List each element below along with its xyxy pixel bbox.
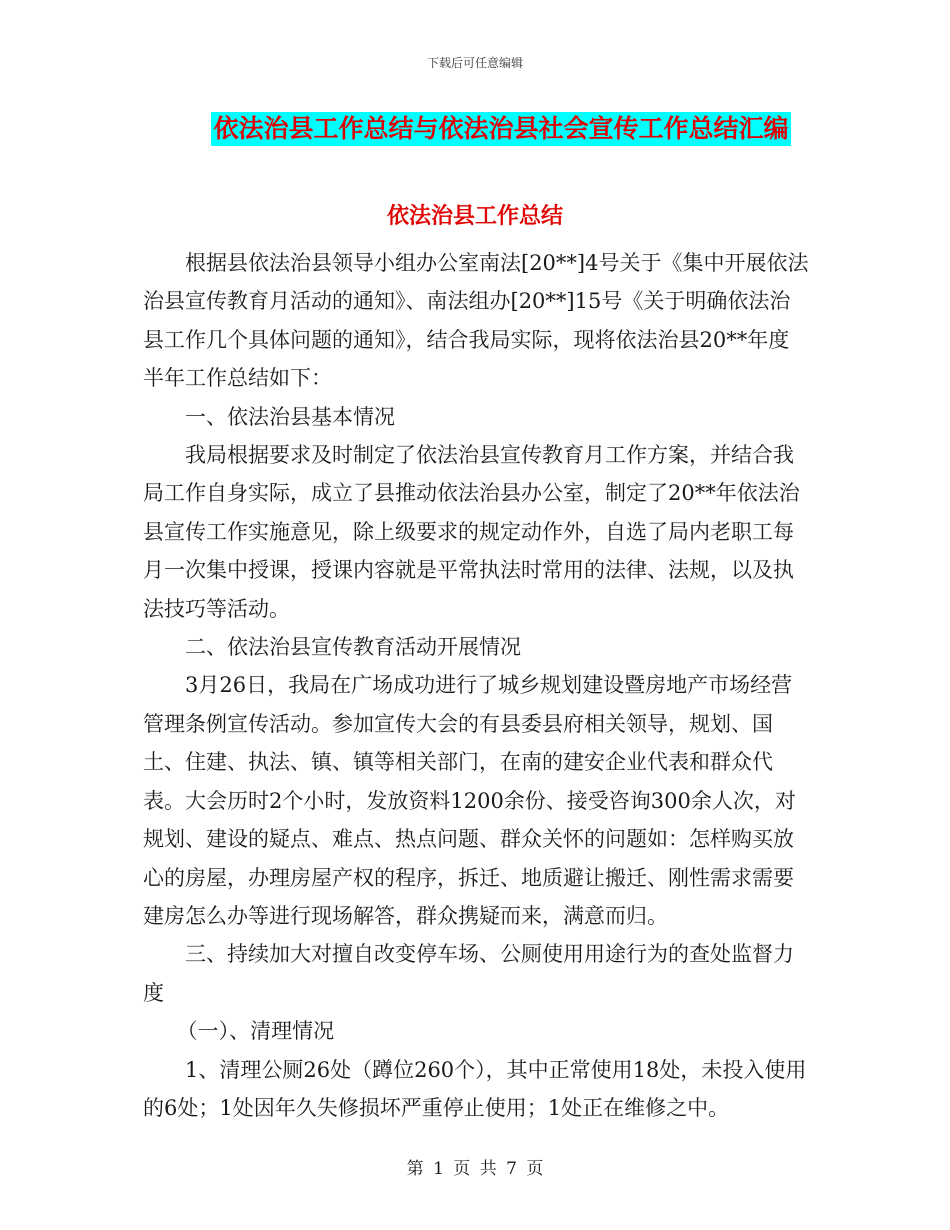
page-footer: 第 1 页 共 7 页 — [406, 1159, 544, 1179]
paragraph-education-activities: 3月26日，我局在广场成功进行了城乡规划建设暨房地产市场经营管理条例宣传活动。参加宣传大会的有县委县府相关领导，规划、国土、住建、执法、镇、镇等相关部门，在南的建安企业代表和群众代表。大会历时2个小时，发放资料1200余份、接受咨询300余人次，对规划、建设的疑点、难点、热点问题、群众关怀的问题如：怎样购买放心的房屋，办理房屋产权的程序，拆迁、地质避让搬迁、刚性需求需要建房怎么办等进行现场解答，群众携疑而来，满意而归。 — [143, 673, 796, 928]
heading-education-activities: 二、依法治县宣传教育活动开展情况 — [185, 635, 521, 660]
paragraph-basic-situation: 我局根据要求及时制定了依法治县宣传教育月工作方案，并结合我局工作自身实际，成立了县推动依法治县办公室，制定了20**年依法治县宣传工作实施意见，除上级要求的规定动作外，自选了局内老职工每月一次集中授课，授课内容就是平常执法时常用的法律、法规，以及执法技巧等活动。 — [143, 443, 800, 621]
main-title-container — [0, 112, 950, 146]
subheading-cleanup: （一）、清理情况 — [176, 1019, 335, 1044]
section-title: 依法治县工作总结 — [386, 203, 563, 229]
paragraph-intro: 根据县依法治县领导小组办公室南法[20**]4号关于《集中开展依法治县宣传教育月活动的通知》、南法组办[20**]15号《关于明确依法治县工作几个具体问题的通知》，结合我局实际，现将依法治县20**年度半年工作总结如下： — [143, 251, 809, 391]
heading-supervision: 三、持续加大对擅自改变停车场、公厕使用用途行为的查处监督力度 — [143, 942, 794, 1005]
heading-basic-situation: 一、依法治县基本情况 — [185, 404, 395, 429]
paragraph-cleanup: 1、清理公厕26处（蹲位260个），其中正常使用18处，未投入使用的6处；1处因年久失修损坏严重停止使用；1处正在维修之中。 — [143, 1057, 807, 1120]
main-title: 依法治县工作总结与依法治县社会宣传工作总结汇编 — [211, 112, 790, 146]
header-note: 下载后可任意编辑 — [426, 56, 523, 70]
document-body — [143, 244, 809, 1127]
